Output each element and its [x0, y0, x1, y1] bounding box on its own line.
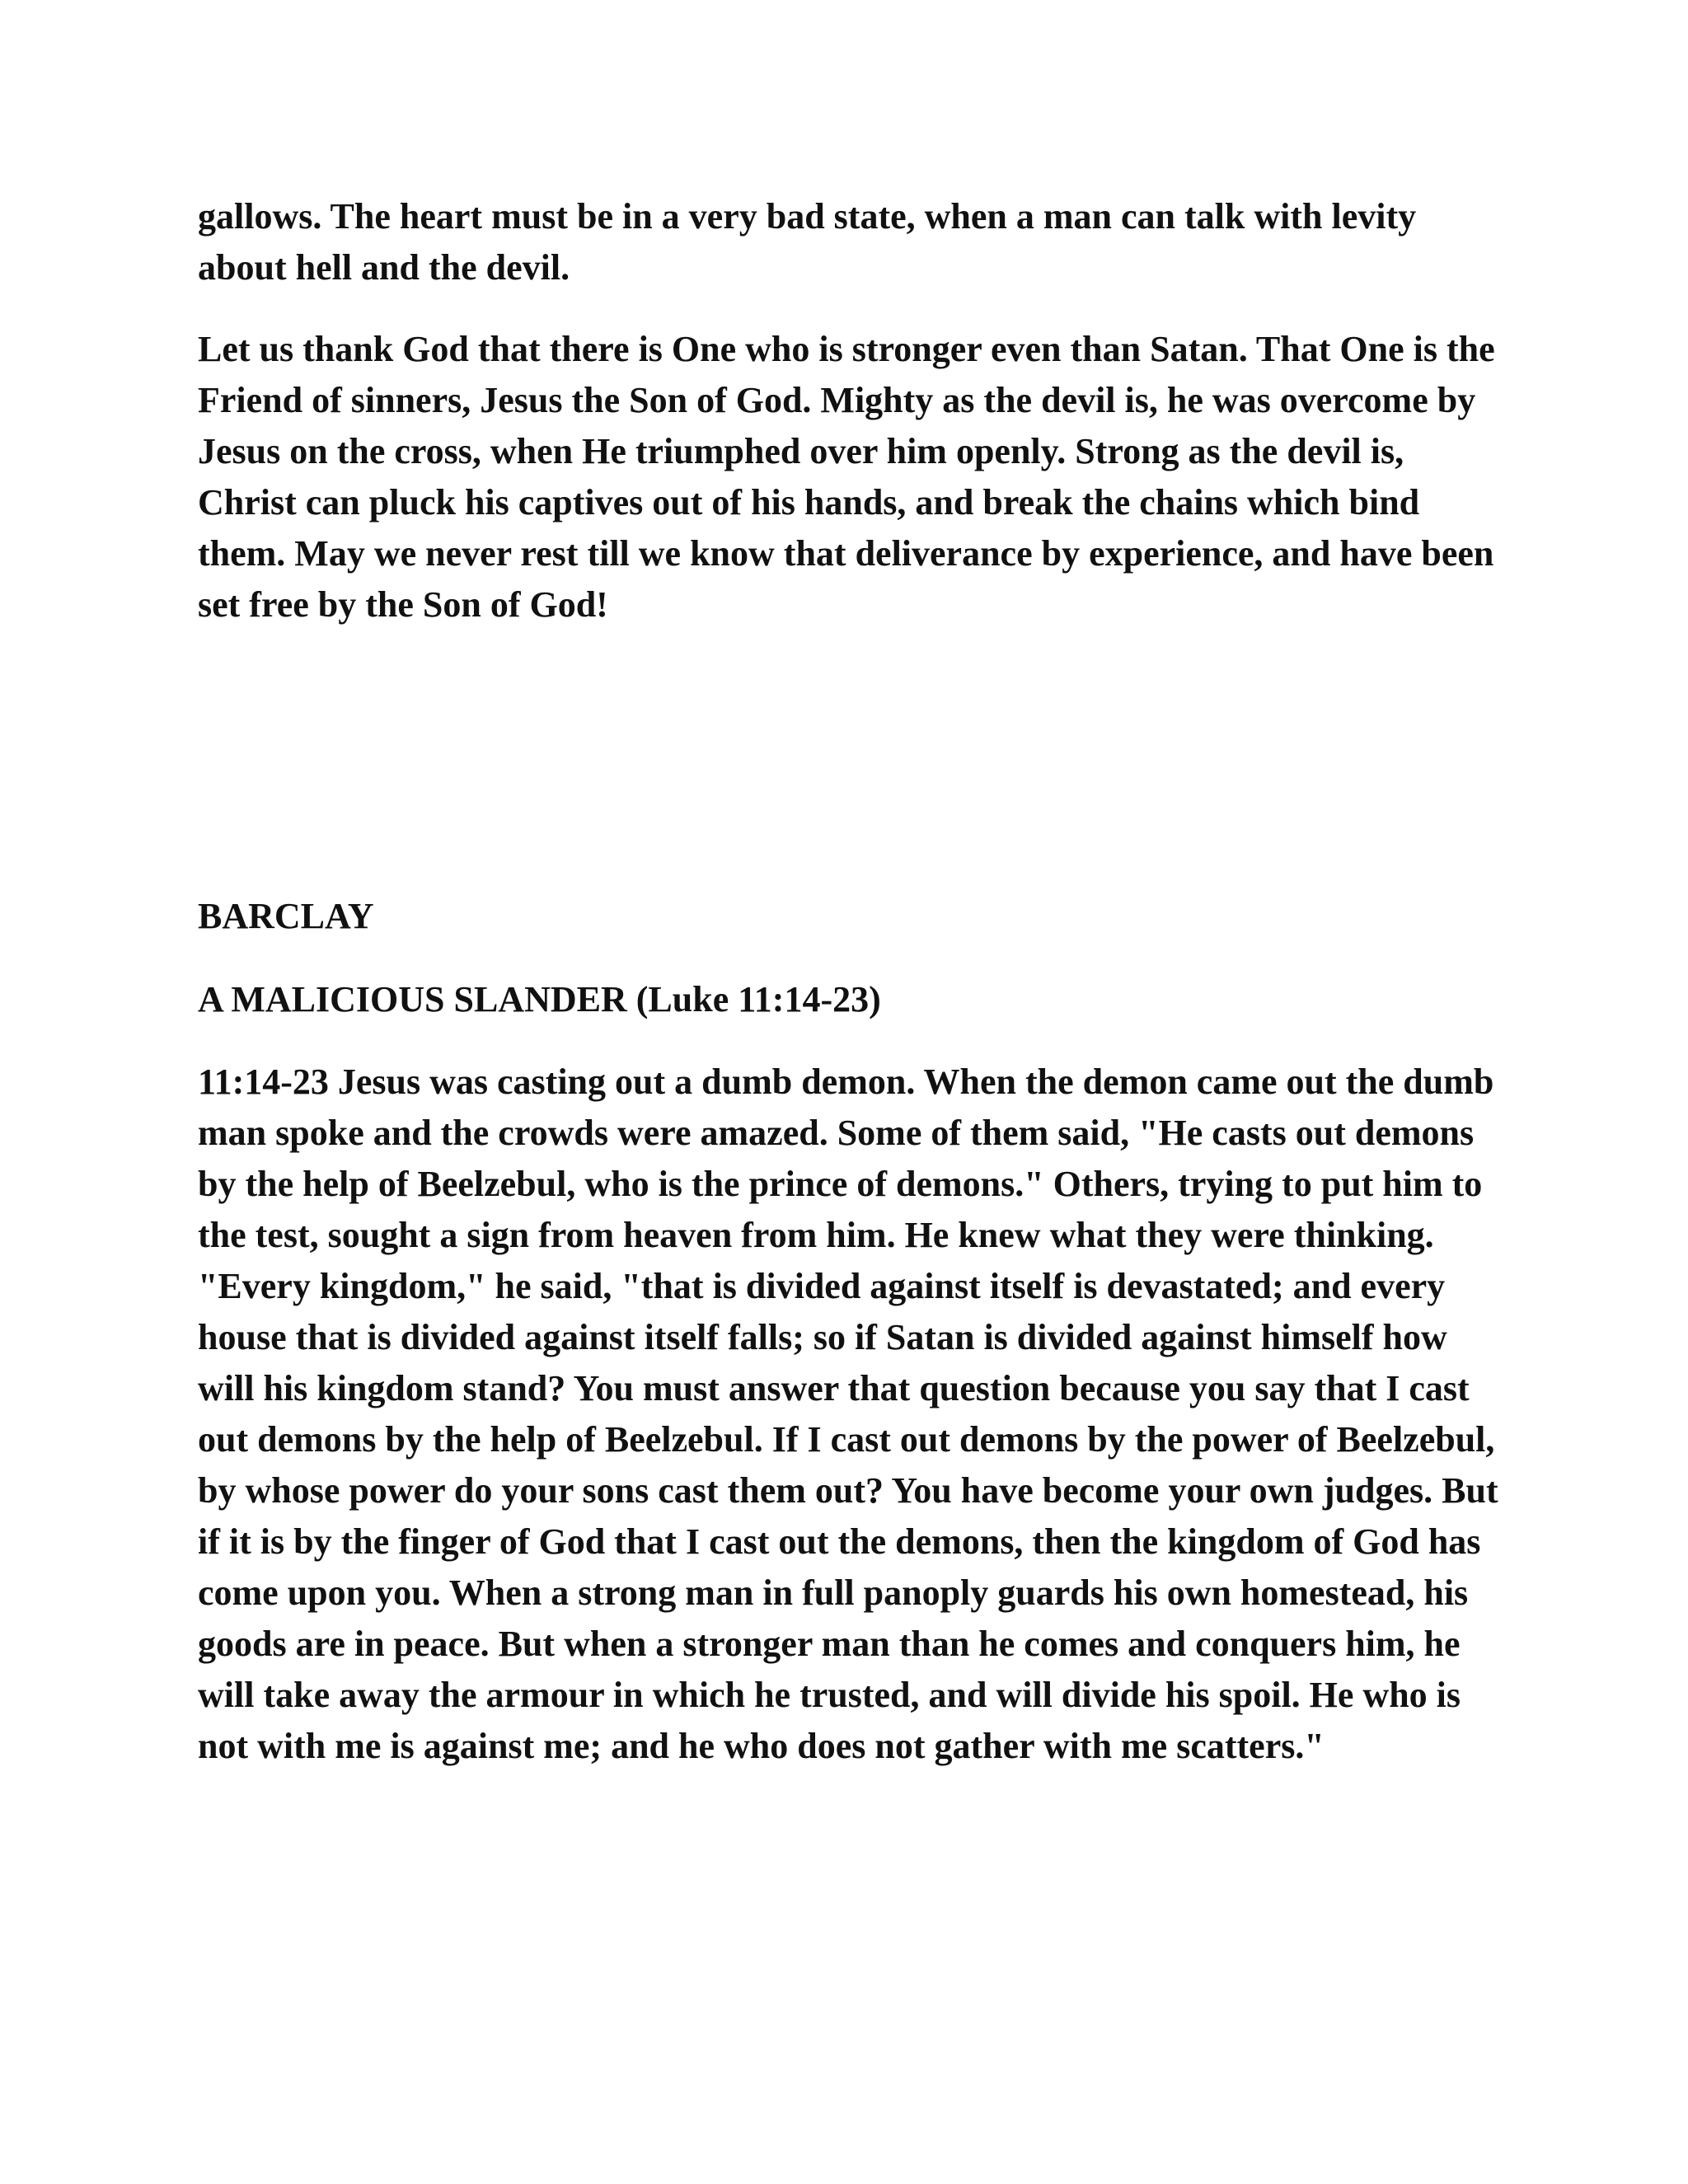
scripture-passage: 11:14-23 Jesus was casting out a dumb demon. When the demon came out the dumb man spoke and the crowds were amazed. Some of them said, "He casts out demons by the help of Beelzebul, who is the prince of demons." Others, trying to put him to the test, sought a sign from heaven from him. He knew what they were thinking. "Every kingdom," he said, "that is divided against itself is devastated; and every house that is divided against itself falls; so if Satan is divided against himself how will his kingdom stand? You must answer that question because you say that I cast out demons by the help of Beelzebul. If I cast out demons by the power of Beelzebul, by whose power do your sons cast them out? You have become your own judges. But if it is by the finger of God that I cast out the demons, then the kingdom of God has come upon you. When a strong man in full panoply guards his own homestead, his goods are in peace. But when a stronger man than he comes and conquers him, he will take away the armour in which he trusted, and will divide his spoil. He who is not with me is against me; and he who does not gather with me scatters.": [198, 1062, 1498, 1766]
paragraph-gallows: gallows. The heart must be in a very bad state, when a man can talk with levity about hell and the devil.: [198, 196, 1417, 288]
paragraph-stronger-than-satan: Let us thank God that there is One who is stronger even than Satan. That One is the Friend of sinners, Jesus the Son of God. Mighty as the devil is, he was overcome by Jesus on the cross, when He triumphed over him openly. Strong as the devil is, Christ can pluck his captives out of his hands, and break the chains which bind them. May we never rest till we know that deliverance by experience, and have been set free by the Son of God!: [198, 329, 1495, 625]
section-author-heading: BARCLAY: [198, 896, 374, 936]
section-title-heading: A MALICIOUS SLANDER (Luke 11:14-23): [198, 979, 881, 1019]
